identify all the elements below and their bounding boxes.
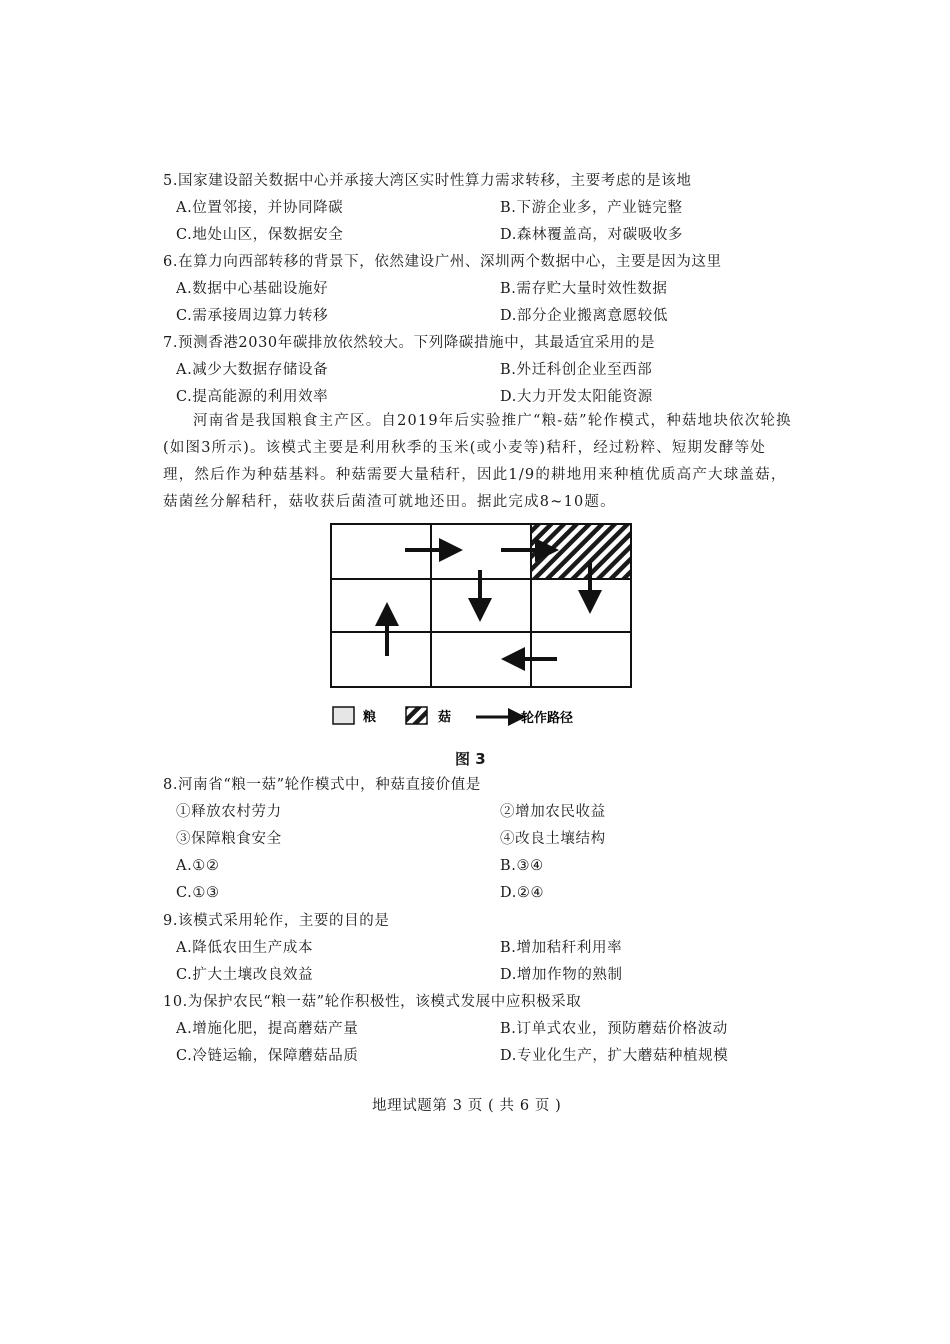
- q8-statement-2: ②增加农民收益: [500, 804, 606, 820]
- q6-stem: 6.在算力向西部转移的背景下，依然建设广州、深圳两个数据中心，主要是因为这里: [163, 254, 722, 270]
- field-cell: [331, 632, 431, 687]
- q5-option-b: B.下游企业多，产业链完整: [500, 200, 683, 216]
- q9-option-b: B.增加秸秆利用率: [500, 940, 623, 956]
- q9-option-c: C.扩大土壤改良效益: [176, 967, 314, 983]
- legend-grain-swatch: [333, 707, 354, 724]
- q8-option-a: A.①②: [176, 858, 220, 874]
- q5-stem: 5.国家建设韶关数据中心并承接大湾区实时性算力需求转移，主要考虑的是该地: [163, 173, 692, 189]
- q7-option-c: C.提高能源的利用效率: [176, 389, 329, 405]
- q5-option-d: D.森林覆盖高，对碳吸收多: [500, 227, 684, 243]
- legend-grain-label: 粮: [363, 710, 377, 725]
- field-cell: [531, 579, 631, 632]
- q9-stem: 9.该模式采用轮作，主要的目的是: [163, 913, 390, 929]
- q8-option-d: D.②④: [500, 885, 545, 901]
- passage: 河南省是我国粮食主产区。自2019年后实验推广“粮-菇”轮作模式，种菇地块依次轮换(如图3所示)。该模式主要是利用秋季的玉米(或小麦等)秸秆，经过粉粹、短期发酵等处理，然后作为种菇基料。种菇需要大量秸秆，因此1/9的耕地用来种植优质高产大球盖菇，菇菌丝分解秸秆，菇收获后菌渣可就地还田。据此完成8~10题。: [163, 413, 792, 510]
- legend: [333, 707, 573, 726]
- q7-stem: 7.预测香港2030年碳排放依然较大。下列降碳措施中，其最适宜采用的是: [163, 335, 656, 351]
- q10-option-d: D.专业化生产，扩大蘑菇种植规模: [500, 1048, 729, 1064]
- q5-option-a: A.位置邻接，并协同降碳: [176, 200, 344, 216]
- q8-statement-1: ①释放农村劳力: [176, 804, 282, 820]
- q7-option-b: B.外迁科创企业至西部: [500, 362, 653, 378]
- q7-option-d: D.大力开发太阳能资源: [500, 389, 653, 405]
- q9-option-a: A.降低农田生产成本: [176, 940, 314, 956]
- figure-caption: 图 3: [455, 750, 486, 768]
- q7-option-a: A.减少大数据存储设备: [176, 362, 329, 378]
- page-footer: 地理试题第 3 页 ( 共 6 页 ): [372, 1098, 562, 1114]
- q6-option-d: D.部分企业搬离意愿较低: [500, 308, 668, 324]
- legend-path-label: 轮作路径: [521, 711, 574, 726]
- rotation-diagram: [325, 518, 635, 740]
- q6-option-c: C.需承接周边算力转移: [176, 308, 329, 324]
- q10-stem: 10.为保护农民“粮一菇”轮作积极性，该模式发展中应积极采取: [163, 994, 582, 1010]
- legend-mushroom-swatch: [406, 707, 427, 724]
- q10-option-a: A.增施化肥，提高蘑菇产量: [176, 1021, 359, 1037]
- legend-mushroom-label: 菇: [438, 710, 452, 725]
- q8-statement-4: ④改良土壤结构: [500, 831, 606, 847]
- q10-option-c: C.冷链运输，保障蘑菇品质: [176, 1048, 359, 1064]
- q6-option-b: B.需存贮大量时效性数据: [500, 281, 668, 297]
- q8-option-b: B.③④: [500, 858, 544, 874]
- q10-option-b: B.订单式农业，预防蘑菇价格波动: [500, 1021, 728, 1037]
- q8-statement-3: ③保障粮食安全: [176, 831, 282, 847]
- field-cell: [331, 579, 431, 632]
- q8-stem: 8.河南省“粮一菇”轮作模式中，种菇直接价值是: [163, 777, 481, 793]
- q5-option-c: C.地处山区，保数据安全: [176, 227, 344, 243]
- q6-option-a: A.数据中心基础设施好: [176, 281, 329, 297]
- q9-option-d: D.增加作物的熟制: [500, 967, 623, 983]
- q8-option-c: C.①③: [176, 885, 220, 901]
